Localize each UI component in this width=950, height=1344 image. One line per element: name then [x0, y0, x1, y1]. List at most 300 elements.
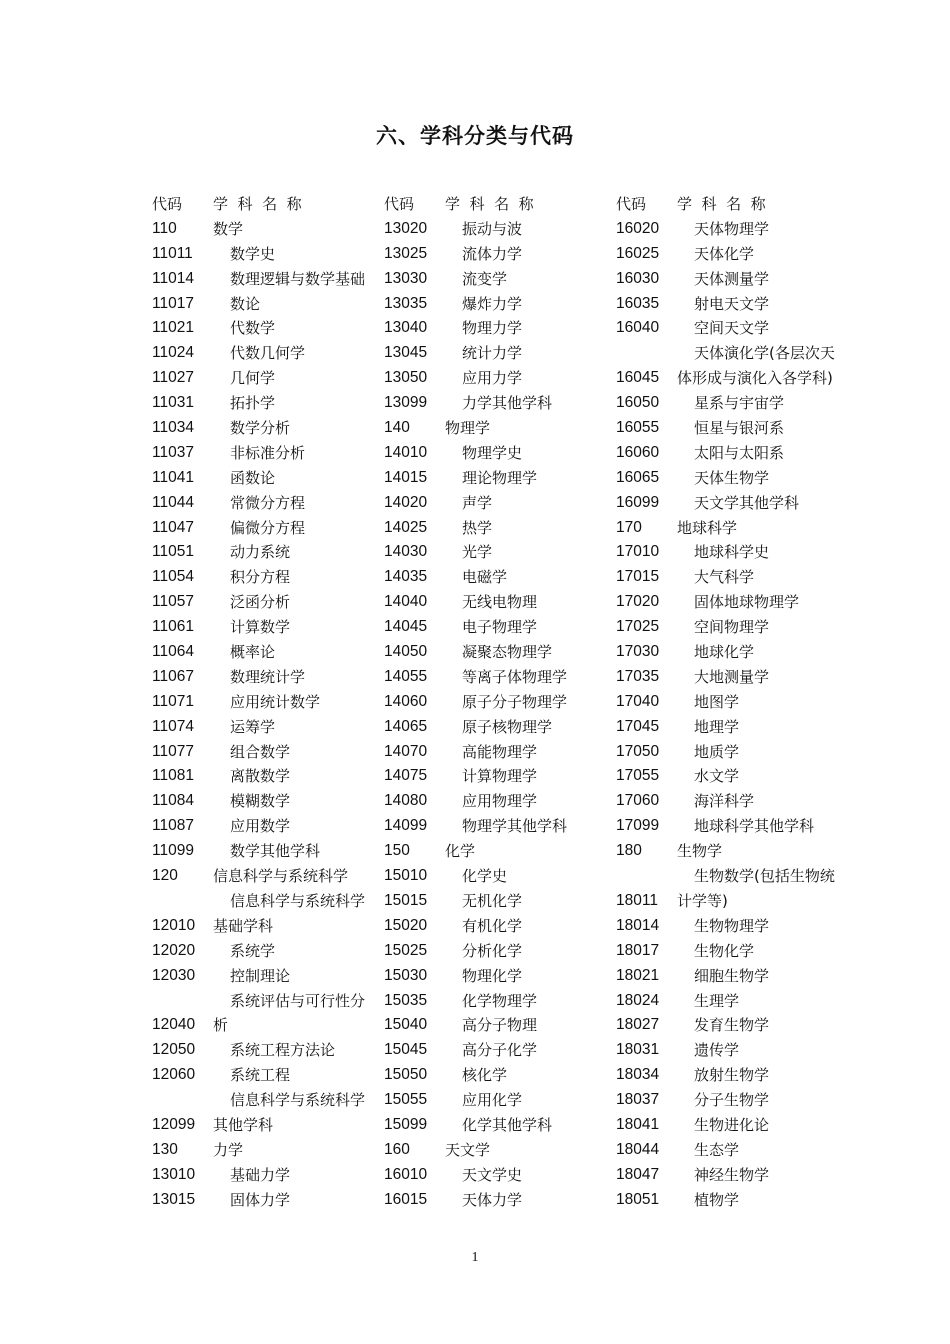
subject-name: 天文学其他学科	[694, 493, 800, 512]
subject-code: 12099	[152, 1115, 196, 1133]
subject-code: 15030	[384, 966, 428, 984]
subject-code: 17055	[616, 767, 660, 785]
subject-name: 常微分方程	[230, 493, 306, 512]
subject-name: 凝聚态物理学	[462, 643, 553, 662]
subject-name: 代数学	[230, 319, 276, 338]
subject-name: 动力系统	[230, 543, 291, 562]
header-name-label: 学 科 名 称	[213, 195, 302, 213]
subject-code: 150	[384, 842, 410, 860]
subject-name: 数论	[230, 294, 261, 313]
subject-name: 生物学	[677, 842, 723, 861]
table-row	[152, 292, 380, 317]
subject-name: 空间物理学	[694, 618, 770, 637]
subject-code: 130	[152, 1140, 178, 1158]
table-row	[616, 565, 856, 590]
subject-name: 几何学	[230, 369, 276, 388]
subject-name: 放射生物学	[694, 1066, 770, 1085]
subject-code: 16060	[616, 443, 660, 461]
table-row	[384, 1013, 612, 1038]
subject-code: 16020	[616, 219, 660, 237]
table-row	[616, 242, 856, 267]
subject-name: 分析化学	[462, 941, 523, 960]
table-row	[616, 740, 856, 765]
subject-code: 17050	[616, 742, 660, 760]
subject-name: 物理力学	[462, 319, 523, 338]
subject-name: 析	[213, 1016, 229, 1035]
table-row	[384, 1188, 612, 1213]
subject-code: 18021	[616, 966, 660, 984]
subject-name: 固体力学	[230, 1190, 291, 1209]
subject-name: 理论物理学	[462, 468, 538, 487]
subject-name: 物理学	[445, 419, 491, 438]
subject-code: 18037	[616, 1091, 660, 1109]
subject-code: 16040	[616, 319, 660, 337]
subject-name: 流体力学	[462, 244, 523, 263]
subject-name: 力学	[213, 1140, 244, 1159]
table-row	[616, 864, 856, 889]
subject-code: 15020	[384, 916, 428, 934]
table-row	[384, 416, 612, 441]
subject-name: 高能物理学	[462, 742, 538, 761]
table-row	[616, 491, 856, 516]
table-row	[384, 466, 612, 491]
subject-code: 17010	[616, 543, 660, 561]
subject-code: 14055	[384, 667, 428, 685]
subject-code: 16010	[384, 1165, 428, 1183]
table-row	[616, 441, 856, 466]
table-row	[384, 640, 612, 665]
subject-name: 植物学	[694, 1190, 740, 1209]
subject-name: 系统工程	[230, 1066, 291, 1085]
table-row	[616, 939, 856, 964]
table-row	[384, 740, 612, 765]
subject-name: 离散数学	[230, 767, 291, 786]
subject-code: 14075	[384, 767, 428, 785]
subject-code: 14020	[384, 493, 428, 511]
subject-name: 信息科学与系统科学	[230, 891, 366, 910]
subject-name: 生态学	[694, 1140, 740, 1159]
subject-code: 16015	[384, 1190, 428, 1208]
table-row	[152, 565, 380, 590]
table-row	[152, 764, 380, 789]
table-row	[152, 939, 380, 964]
column-header	[384, 192, 612, 217]
table-row	[384, 1113, 612, 1138]
table-row	[616, 540, 856, 565]
subject-code: 16065	[616, 468, 660, 486]
subject-code: 11081	[152, 767, 194, 785]
table-row	[384, 316, 612, 341]
subject-code: 11084	[152, 792, 194, 810]
subject-code: 11099	[152, 842, 194, 860]
table-row	[152, 242, 380, 267]
subject-code: 13015	[152, 1190, 196, 1208]
table-row	[384, 391, 612, 416]
subject-code: 14025	[384, 518, 428, 536]
table-row	[616, 466, 856, 491]
table-row	[616, 1163, 856, 1188]
subject-name: 无机化学	[462, 891, 523, 910]
subject-name: 应用统计数学	[230, 692, 321, 711]
table-row	[616, 1013, 856, 1038]
subject-code: 18041	[616, 1115, 660, 1133]
subject-name: 基础学科	[213, 916, 274, 935]
subject-code: 18031	[616, 1041, 660, 1059]
subject-name: 天体演化学(各层次天	[694, 344, 835, 363]
subject-code: 18027	[616, 1016, 660, 1034]
table-row	[152, 441, 380, 466]
subject-name: 信息科学与系统科学	[230, 1091, 366, 1110]
table-row	[616, 839, 856, 864]
subject-name: 其他学科	[213, 1115, 274, 1134]
subject-name: 数理逻辑与数学基础	[230, 269, 366, 288]
table-row	[152, 366, 380, 391]
subject-name: 海洋科学	[694, 792, 755, 811]
subject-name: 统计力学	[462, 344, 523, 363]
table-row	[152, 391, 380, 416]
subject-code: 16045	[616, 369, 660, 387]
table-row	[384, 690, 612, 715]
subject-name: 系统学	[230, 941, 276, 960]
table-row	[152, 590, 380, 615]
table-row	[616, 889, 856, 914]
subject-name: 系统评估与可行性分	[230, 991, 366, 1010]
subject-name: 天体力学	[462, 1190, 523, 1209]
subject-name: 生理学	[694, 991, 740, 1010]
table-row	[152, 217, 380, 242]
table-row	[152, 914, 380, 939]
subject-code: 15015	[384, 891, 428, 909]
subject-name: 组合数学	[230, 742, 291, 761]
table-row	[384, 217, 612, 242]
subject-code: 18011	[616, 891, 658, 909]
subject-name: 应用物理学	[462, 792, 538, 811]
subject-code: 14070	[384, 742, 428, 760]
table-row	[616, 665, 856, 690]
subject-code: 11014	[152, 269, 194, 287]
subject-name: 拓扑学	[230, 394, 276, 413]
subject-name: 应用数学	[230, 817, 291, 836]
subject-code: 14010	[384, 443, 428, 461]
subject-name: 积分方程	[230, 568, 291, 587]
subject-code: 13045	[384, 344, 428, 362]
subject-name: 地质学	[694, 742, 740, 761]
subject-name: 声学	[462, 493, 493, 512]
table-row	[616, 1063, 856, 1088]
table-row	[384, 839, 612, 864]
header-code-label: 代码	[384, 195, 415, 213]
subject-name: 数理统计学	[230, 667, 306, 686]
subject-name: 振动与波	[462, 219, 523, 238]
subject-code: 11031	[152, 394, 194, 412]
table-row	[152, 715, 380, 740]
subject-name: 地球科学其他学科	[694, 817, 815, 836]
subject-code: 12040	[152, 1016, 196, 1034]
subject-code: 11047	[152, 518, 194, 536]
subject-name: 星系与宇宙学	[694, 394, 785, 413]
table-row	[152, 690, 380, 715]
subject-code: 16050	[616, 394, 660, 412]
table-row	[616, 715, 856, 740]
subject-code: 12010	[152, 916, 196, 934]
subject-code: 170	[616, 518, 642, 536]
table-row	[384, 964, 612, 989]
subject-code: 110	[152, 219, 177, 237]
subject-code: 15045	[384, 1041, 428, 1059]
subject-name: 遗传学	[694, 1041, 740, 1060]
table-row	[384, 1038, 612, 1063]
table-row	[384, 914, 612, 939]
table-column-3	[616, 192, 856, 1213]
subject-name: 等离子体物理学	[462, 667, 568, 686]
subject-code: 11037	[152, 443, 194, 461]
subject-name: 化学	[445, 842, 476, 861]
subject-name: 生物物理学	[694, 916, 770, 935]
table-row	[384, 889, 612, 914]
subject-code: 17025	[616, 618, 660, 636]
subject-code: 14045	[384, 618, 428, 636]
subject-name: 地图学	[694, 692, 740, 711]
table-row	[152, 814, 380, 839]
table-row	[152, 341, 380, 366]
subject-name: 力学其他学科	[462, 394, 553, 413]
subject-name: 有机化学	[462, 916, 523, 935]
subject-code: 120	[152, 867, 178, 885]
column-header	[152, 192, 380, 217]
table-row	[152, 491, 380, 516]
subject-name: 天体物理学	[694, 219, 770, 238]
subject-code: 16035	[616, 294, 660, 312]
subject-name: 地球科学史	[694, 543, 770, 562]
subject-name: 发育生物学	[694, 1016, 770, 1035]
subject-code: 11017	[152, 294, 194, 312]
subject-name: 大气科学	[694, 568, 755, 587]
subject-name: 原子分子物理学	[462, 692, 568, 711]
subject-name: 计算数学	[230, 618, 291, 637]
subject-name: 计学等)	[677, 891, 728, 910]
subject-code: 18047	[616, 1165, 660, 1183]
subject-name: 分子生物学	[694, 1091, 770, 1110]
table-row	[152, 1038, 380, 1063]
subject-code: 16030	[616, 269, 660, 287]
table-row	[384, 1063, 612, 1088]
column-header	[616, 192, 856, 217]
table-row	[616, 516, 856, 541]
table-row	[616, 590, 856, 615]
table-row	[152, 1063, 380, 1088]
subject-name: 系统工程方法论	[230, 1041, 336, 1060]
subject-name: 计算物理学	[462, 767, 538, 786]
subject-code: 15010	[384, 867, 428, 885]
table-column-2	[384, 192, 612, 1213]
subject-name: 固体地球物理学	[694, 593, 800, 612]
table-row	[616, 416, 856, 441]
subject-name: 空间天文学	[694, 319, 770, 338]
subject-name: 水文学	[694, 767, 740, 786]
subject-code: 14040	[384, 593, 428, 611]
table-row	[152, 864, 380, 889]
subject-name: 物理学其他学科	[462, 817, 568, 836]
subject-code: 11074	[152, 717, 194, 735]
subject-name: 生物进化论	[694, 1115, 770, 1134]
subject-code: 17015	[616, 568, 660, 586]
table-row	[616, 615, 856, 640]
table-row	[384, 715, 612, 740]
subject-code: 13020	[384, 219, 428, 237]
table-row	[384, 1088, 612, 1113]
table-row	[616, 1113, 856, 1138]
subject-code: 11011	[152, 244, 193, 262]
subject-name: 数学分析	[230, 419, 291, 438]
table-row	[152, 516, 380, 541]
subject-name: 地球化学	[694, 643, 755, 662]
table-row	[616, 1188, 856, 1213]
table-row	[152, 615, 380, 640]
subject-code: 17099	[616, 817, 660, 835]
subject-code: 14050	[384, 643, 428, 661]
table-row	[384, 341, 612, 366]
subject-name: 函数论	[230, 468, 276, 487]
subject-name: 泛函分析	[230, 593, 291, 612]
subject-code: 16025	[616, 244, 660, 262]
table-row	[152, 466, 380, 491]
subject-name: 应用力学	[462, 369, 523, 388]
subject-code: 17040	[616, 692, 660, 710]
table-row	[152, 640, 380, 665]
table-row	[384, 441, 612, 466]
subject-code: 18044	[616, 1140, 660, 1158]
subject-name: 运筹学	[230, 717, 276, 736]
table-row	[616, 1138, 856, 1163]
subject-name: 物理学史	[462, 443, 523, 462]
subject-code: 18051	[616, 1190, 660, 1208]
table-row	[152, 416, 380, 441]
subject-code: 17035	[616, 667, 660, 685]
table-row	[384, 366, 612, 391]
subject-name: 电子物理学	[462, 618, 538, 637]
subject-code: 140	[384, 419, 410, 437]
table-row	[616, 316, 856, 341]
subject-name: 高分子化学	[462, 1041, 538, 1060]
subject-code: 17030	[616, 643, 660, 661]
subject-name: 大地测量学	[694, 667, 770, 686]
subject-name: 天文学史	[462, 1165, 523, 1184]
subject-name: 核化学	[462, 1066, 508, 1085]
subject-name: 数学史	[230, 244, 276, 263]
subject-code: 11071	[152, 692, 194, 710]
subject-code: 16055	[616, 419, 660, 437]
subject-code: 12030	[152, 966, 196, 984]
subject-code: 14015	[384, 468, 428, 486]
subject-code: 11054	[152, 568, 194, 586]
subject-code: 17060	[616, 792, 660, 810]
table-row	[616, 391, 856, 416]
subject-code: 18024	[616, 991, 660, 1009]
subject-name: 爆炸力学	[462, 294, 523, 313]
subject-code: 15040	[384, 1016, 428, 1034]
table-row	[616, 292, 856, 317]
subject-name: 地球科学	[677, 518, 738, 537]
subject-code: 12050	[152, 1041, 196, 1059]
subject-name: 基础力学	[230, 1165, 291, 1184]
subject-code: 15099	[384, 1115, 428, 1133]
subject-name: 物理化学	[462, 966, 523, 985]
subject-code: 14030	[384, 543, 428, 561]
subject-code: 11024	[152, 344, 194, 362]
subject-code: 11057	[152, 593, 194, 611]
table-row	[384, 764, 612, 789]
subject-code: 14080	[384, 792, 428, 810]
table-row	[384, 989, 612, 1014]
table-row	[384, 814, 612, 839]
table-row	[152, 1013, 380, 1038]
subject-name: 非标准分析	[230, 443, 306, 462]
table-row	[152, 316, 380, 341]
subject-code: 14035	[384, 568, 428, 586]
subject-code: 13030	[384, 269, 428, 287]
header-name-label: 学 科 名 称	[677, 195, 766, 213]
subject-name: 化学史	[462, 867, 508, 886]
table-row	[152, 789, 380, 814]
table-row	[384, 516, 612, 541]
subject-name: 射电天文学	[694, 294, 770, 313]
subject-name: 天体测量学	[694, 269, 770, 288]
subject-code: 12020	[152, 941, 196, 959]
subject-code: 13025	[384, 244, 428, 262]
subject-name: 高分子物理	[462, 1016, 538, 1035]
subject-name: 数学其他学科	[230, 842, 321, 861]
subject-name: 流变学	[462, 269, 508, 288]
subject-code: 11021	[152, 319, 194, 337]
subject-code: 11041	[152, 468, 194, 486]
table-row	[152, 839, 380, 864]
table-row	[616, 989, 856, 1014]
table-row	[616, 914, 856, 939]
table-row	[152, 1113, 380, 1138]
subject-code: 18034	[616, 1066, 660, 1084]
subject-code: 14060	[384, 692, 428, 710]
subject-code: 13010	[152, 1165, 196, 1183]
subject-name: 天文学	[445, 1140, 491, 1159]
table-row	[384, 267, 612, 292]
subject-code: 18017	[616, 941, 660, 959]
subject-name: 神经生物学	[694, 1165, 770, 1184]
subject-code: 16099	[616, 493, 660, 511]
table-row	[616, 366, 856, 391]
subject-name: 代数几何学	[230, 344, 306, 363]
subject-code: 11051	[152, 543, 194, 561]
page-number: 1	[471, 1250, 479, 1265]
table-row	[152, 665, 380, 690]
subject-code: 15025	[384, 941, 428, 959]
table-row	[152, 889, 380, 914]
table-row	[616, 690, 856, 715]
table-row	[152, 1163, 380, 1188]
table-row	[152, 964, 380, 989]
table-row	[616, 964, 856, 989]
table-row	[616, 341, 856, 366]
subject-code: 14065	[384, 717, 428, 735]
table-row	[384, 615, 612, 640]
subject-name: 生物数学(包括生物统	[694, 867, 835, 886]
table-row	[616, 789, 856, 814]
subject-name: 地理学	[694, 717, 740, 736]
header-code-label: 代码	[616, 195, 647, 213]
table-row	[616, 764, 856, 789]
subject-code: 160	[384, 1140, 410, 1158]
subject-code: 11064	[152, 643, 194, 661]
subject-name: 信息科学与系统科学	[213, 867, 349, 886]
